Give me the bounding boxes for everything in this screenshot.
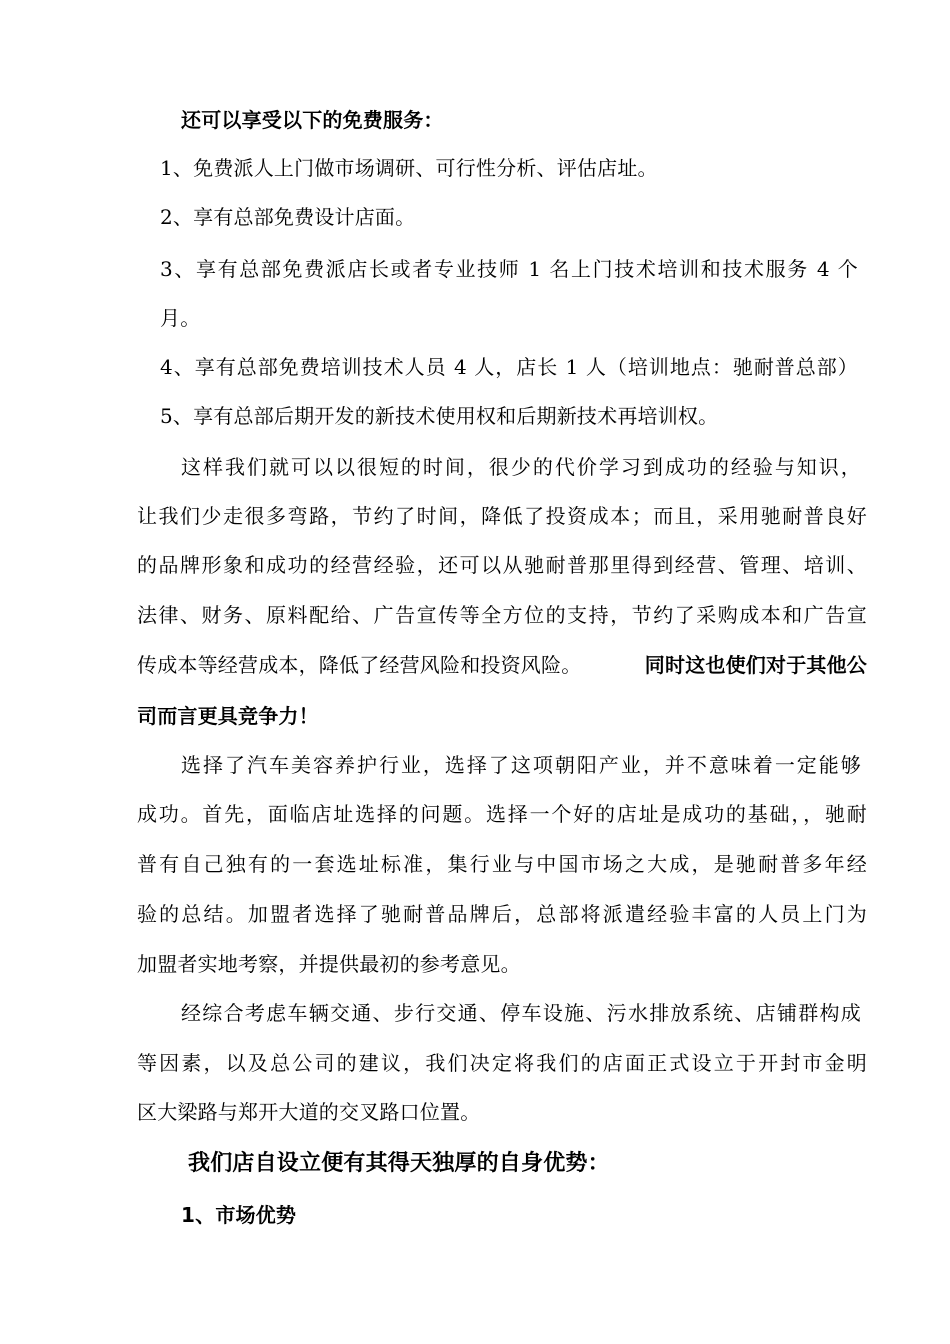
paragraph1-line3: 的品牌形象和成功的经营经验，还可以从驰耐普那里得到经营、管理、培训、 bbox=[137, 553, 867, 577]
paragraph2-line3: 普有自己独有的一套选址标准，集行业与中国市场之大成，是驰耐普多年经 bbox=[137, 852, 867, 876]
service-item-4: 4、享有总部免费培训技术人员 4 人，店长 1 人（培训地点：驰耐普总部） bbox=[160, 355, 858, 379]
service-item-3-continued: 月。 bbox=[160, 306, 201, 330]
service-item-1: 1、免费派人上门做市场调研、可行性分析、评估店址。 bbox=[160, 156, 658, 180]
paragraph2-line1: 选择了汽车美容养护行业，选择了这项朝阳产业，并不意味着一定能够 bbox=[181, 753, 861, 777]
paragraph3-line1: 经综合考虑车辆交通、步行交通、停车设施、污水排放系统、店铺群构成 bbox=[181, 1001, 861, 1025]
paragraph2-line4: 验的总结。加盟者选择了驰耐普品牌后，总部将派遣经验丰富的人员上门为 bbox=[137, 902, 867, 926]
paragraph2-line2: 成功。首先，面临店址选择的问题。选择一个好的店址是成功的基础，，驰耐 bbox=[137, 802, 867, 826]
paragraph1-line2: 让我们少走很多弯路，节约了时间，降低了投资成本；而且，采用驰耐普良好 bbox=[137, 504, 867, 528]
paragraph1-line4: 法律、财务、原料配给、广告宣传等全方位的支持，节约了采购成本和广告宣 bbox=[137, 603, 867, 627]
paragraph3-line2: 等因素，以及总公司的建议，我们决定将我们的店面正式设立于开封市金明 bbox=[137, 1051, 867, 1075]
paragraph1-line6-bold: 司而言更具竞争力！ bbox=[137, 704, 319, 728]
paragraph2-line5: 加盟者实地考察，并提供最初的参考意见。 bbox=[137, 952, 521, 976]
paragraph1-line5-bold: 同时这也使们对于其他公 bbox=[644, 653, 867, 677]
paragraph1-line1: 这样我们就可以以很短的时间，很少的代价学习到成功的经验与知识， bbox=[181, 455, 861, 479]
paragraph1-line5 bbox=[137, 653, 867, 677]
subsection-heading: 1、市场优势 bbox=[181, 1203, 297, 1227]
intro-heading: 还可以享受以下的免费服务： bbox=[181, 108, 444, 132]
service-item-3: 3、享有总部免费派店长或者专业技师 1 名上门技术培训和技术服务 4 个 bbox=[160, 257, 858, 281]
service-item-5: 5、享有总部后期开发的新技术使用权和后期新技术再培训权。 bbox=[160, 404, 719, 428]
paragraph1-line5-normal: 传成本等经营成本，降低了经营风险和投资风险。 bbox=[137, 653, 582, 677]
service-item-2: 2、享有总部免费设计店面。 bbox=[160, 205, 416, 229]
section-heading: 我们店自设立便有其得天独厚的自身优势： bbox=[188, 1151, 610, 1176]
paragraph3-line3: 区大梁路与郑开大道的交叉路口位置。 bbox=[137, 1100, 481, 1124]
